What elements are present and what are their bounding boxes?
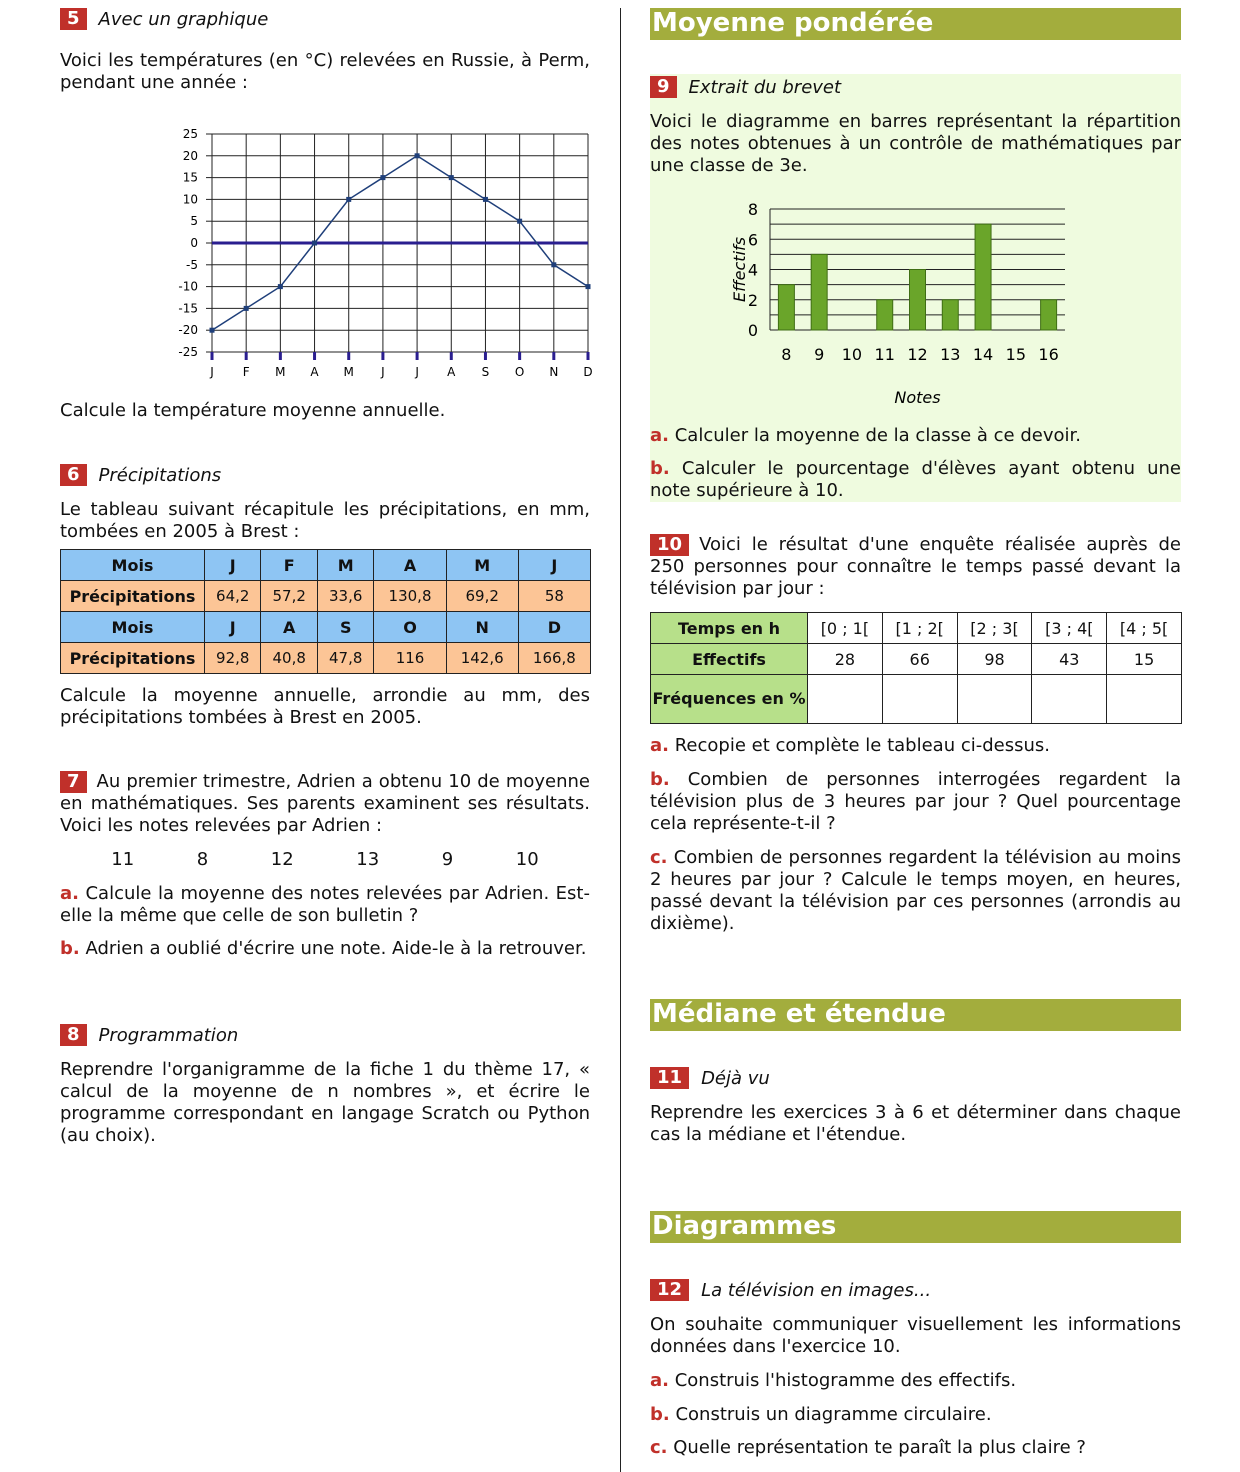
data-point xyxy=(312,241,317,246)
table-cell: D xyxy=(518,612,590,643)
x-tick-label: J xyxy=(210,365,214,379)
list-item: 10 xyxy=(515,849,539,870)
data-point xyxy=(449,175,454,180)
ex9-question-b xyxy=(650,458,1181,502)
table-cell: Mois xyxy=(61,612,205,643)
x-tick-label: 14 xyxy=(972,345,994,364)
table-cell: N xyxy=(446,612,518,643)
data-point xyxy=(517,219,522,224)
x-tick-label: 12 xyxy=(907,345,928,364)
table-cell: 142,6 xyxy=(446,643,518,674)
x-tick-label: 11 xyxy=(874,345,895,364)
ex12-question-b xyxy=(650,1404,1181,1426)
notes-bar-chart xyxy=(730,195,1110,415)
ex11-text: Reprendre les exercices 3 à 6 et déterminer dans chaque cas la médiane et l'étendue. xyxy=(650,1102,1181,1145)
ex12-question-a xyxy=(650,1370,1181,1392)
ex8-title: Programmation xyxy=(98,1024,239,1046)
ex10-question-a xyxy=(650,735,1181,757)
question-text: Calcule la moyenne des notes relevées par Adrien. Est-elle la même que celle de son bulletin ? xyxy=(60,883,590,926)
y-tick-label: -15 xyxy=(178,301,198,316)
table-cell-empty xyxy=(1107,675,1182,724)
table-cell: 66 xyxy=(882,644,957,675)
ex9-header xyxy=(650,76,841,98)
question-text: Quelle représentation te paraît la plus claire ? xyxy=(673,1437,1086,1458)
question-label: a. xyxy=(60,883,79,904)
table-cell: 116 xyxy=(374,643,446,674)
ex12-question-c xyxy=(650,1437,1181,1459)
y-axis-label: Effectifs xyxy=(730,237,749,302)
list-item: 13 xyxy=(356,849,380,870)
y-tick-label: 6 xyxy=(747,230,758,250)
table-cell: M xyxy=(446,550,518,581)
table-row xyxy=(61,581,591,612)
bar xyxy=(942,300,958,330)
table-cell: [4 ; 5[ xyxy=(1107,613,1182,644)
table-cell: 47,8 xyxy=(317,643,373,674)
ex6-number: 6 xyxy=(60,464,87,486)
table-cell: 166,8 xyxy=(518,643,590,674)
y-tick-label: 2 xyxy=(747,290,758,310)
ex12-header xyxy=(650,1279,931,1301)
y-tick-label: 5 xyxy=(190,214,198,229)
ex11-title: Déjà vu xyxy=(701,1067,770,1089)
table-row xyxy=(651,644,1182,675)
question-text: Recopie et complète le tableau ci-dessus. xyxy=(674,735,1050,756)
data-point xyxy=(483,197,488,202)
ex10-question-c xyxy=(650,847,1181,935)
question-text: Combien de personnes regardent la télévision au moins 2 heures par jour ? Calcule le temps moyen, en heures, passé devant la télévision par ces personnes (arrondis au dixième). xyxy=(650,847,1181,934)
data-point xyxy=(210,328,215,333)
y-tick-label: 10 xyxy=(182,192,198,207)
table-cell: A xyxy=(261,612,317,643)
ex8-number: 8 xyxy=(60,1024,87,1046)
table-cell: 15 xyxy=(1107,644,1182,675)
table-cell: [1 ; 2[ xyxy=(882,613,957,644)
table-cell: Précipitations xyxy=(61,581,205,612)
ex10-number: 10 xyxy=(650,534,689,556)
temperature-line-chart xyxy=(100,120,600,385)
list-item: 9 xyxy=(441,849,454,870)
table-cell: Précipitations xyxy=(61,643,205,674)
ex5-question: Calcule la température moyenne annuelle. xyxy=(60,400,446,421)
ex6-text: Le tableau suivant récapitule les précipitations, en mm, tombées en 2005 à Brest : xyxy=(60,499,590,542)
table-cell: 130,8 xyxy=(374,581,446,612)
data-point xyxy=(551,262,556,267)
y-tick-label: -10 xyxy=(178,279,198,294)
x-tick-label: D xyxy=(583,365,593,379)
table-cell: S xyxy=(317,612,373,643)
ex9-question-a xyxy=(650,425,1181,447)
ex6-question: Calcule la moyenne annuelle, arrondie au mm, des précipitations tombées à Brest en 2005. xyxy=(60,685,590,728)
x-tick-label: M xyxy=(343,365,354,379)
ex10-question-b xyxy=(650,769,1181,835)
table-cell-empty xyxy=(808,675,883,724)
list-item: 11 xyxy=(111,849,135,870)
table-row xyxy=(651,675,1182,724)
table-cell: [3 ; 4[ xyxy=(1032,613,1107,644)
question-label: a. xyxy=(650,425,669,446)
ex9-number: 9 xyxy=(650,76,677,98)
question-label: c. xyxy=(650,1437,668,1458)
table-cell: O xyxy=(374,612,446,643)
ex5-title: Avec un graphique xyxy=(98,8,269,30)
ex5-text: Voici les températures (en °C) relevées en Russie, à Perm, pendant une année : xyxy=(60,50,590,93)
question-label: b. xyxy=(650,769,670,790)
bar xyxy=(877,300,893,330)
x-tick-label: 15 xyxy=(1005,345,1027,364)
ex7-text-body: Au premier trimestre, Adrien a obtenu 10 de moyenne en mathématiques. Ses parents examinent ses résultats. Voici les notes relevées par Adrien : xyxy=(60,771,590,836)
table-cell: 98 xyxy=(957,644,1032,675)
ex7-question-b xyxy=(60,938,590,960)
x-tick-label: S xyxy=(481,365,490,379)
x-tick-label: A xyxy=(447,365,456,379)
tv-table xyxy=(650,612,1182,724)
x-tick-label: J xyxy=(415,365,419,379)
table-cell: Fréquences en % xyxy=(651,675,808,724)
table-cell: J xyxy=(205,612,261,643)
bar xyxy=(811,254,827,330)
y-tick-label: 0 xyxy=(747,321,758,340)
y-tick-label: -20 xyxy=(178,323,198,338)
ex12-number: 12 xyxy=(650,1279,689,1301)
question-label: b. xyxy=(650,458,670,479)
ex10-text-body: Voici le résultat d'une enquête réalisée auprès de 250 personnes pour connaître le temps passé devant la télévision par jour : xyxy=(650,534,1181,599)
table-cell: [0 ; 1[ xyxy=(808,613,883,644)
question-label: b. xyxy=(650,1404,670,1425)
ex12-title: La télévision en images... xyxy=(701,1279,932,1301)
data-point xyxy=(380,175,385,180)
ex8-text: Reprendre l'organigramme de la fiche 1 du thème 17, « calcul de la moyenne de n nombres », et écrire le programme correspondant en langage Scratch ou Python (au choix). xyxy=(60,1059,590,1146)
table-cell-empty xyxy=(1032,675,1107,724)
x-tick-label: O xyxy=(514,365,525,379)
data-point xyxy=(346,197,351,202)
ex7-question-a xyxy=(60,883,590,927)
table-cell-empty xyxy=(882,675,957,724)
x-tick-label: 10 xyxy=(841,345,863,364)
x-tick-label: M xyxy=(275,365,286,379)
question-label: a. xyxy=(650,735,669,756)
x-tick-label: F xyxy=(242,365,250,379)
table-cell: Temps en h xyxy=(651,613,808,644)
table-cell: 58 xyxy=(518,581,590,612)
y-tick-label: 15 xyxy=(182,170,198,185)
table-cell: J xyxy=(205,550,261,581)
ex10-text xyxy=(650,534,1181,600)
y-tick-label: -5 xyxy=(186,257,198,272)
list-item: 12 xyxy=(270,849,294,870)
bar xyxy=(778,285,794,330)
bar xyxy=(1041,300,1057,330)
question-text: Adrien a oublié d'écrire une note. Aide-le à la retrouver. xyxy=(85,938,587,959)
ex6-title: Précipitations xyxy=(98,464,222,486)
question-text: Combien de personnes interrogées regardent la télévision plus de 3 heures par jour ? Quel pourcentage cela représente-t-il ? xyxy=(650,769,1181,834)
table-cell: 92,8 xyxy=(205,643,261,674)
question-text: Calculer le pourcentage d'élèves ayant obtenu une note supérieure à 10. xyxy=(650,458,1181,501)
table-row xyxy=(61,612,591,643)
table-cell: 64,2 xyxy=(205,581,261,612)
table-cell: Effectifs xyxy=(651,644,808,675)
ex7-number: 7 xyxy=(60,771,87,793)
table-cell: 28 xyxy=(808,644,883,675)
bar xyxy=(975,224,991,330)
question-text: Calculer la moyenne de la classe à ce devoir. xyxy=(674,425,1081,446)
table-cell: A xyxy=(374,550,446,581)
ex7-text xyxy=(60,771,590,837)
section-title-mediane: Médiane et étendue xyxy=(650,999,1181,1031)
question-label: a. xyxy=(650,1370,669,1391)
question-label: c. xyxy=(650,847,668,868)
ex6-header xyxy=(60,464,221,486)
bar xyxy=(910,270,926,331)
table-cell: 33,6 xyxy=(317,581,373,612)
question-label: b. xyxy=(60,938,80,959)
table-cell: J xyxy=(518,550,590,581)
ex11-header xyxy=(650,1067,770,1089)
precipitation-table xyxy=(60,549,591,674)
column-divider xyxy=(620,8,621,1472)
x-tick-label: 8 xyxy=(781,345,792,364)
list-item: 8 xyxy=(196,849,209,870)
table-cell-empty xyxy=(957,675,1032,724)
ex5-header xyxy=(60,8,268,30)
data-point xyxy=(586,284,591,289)
x-tick-label: 16 xyxy=(1038,345,1059,364)
section-title-moyenne-ponderee: Moyenne pondérée xyxy=(650,8,1181,40)
y-tick-label: 4 xyxy=(747,260,758,280)
data-point xyxy=(278,284,283,289)
y-tick-label: 0 xyxy=(190,236,198,250)
x-tick-label: A xyxy=(310,365,319,379)
ex8-header xyxy=(60,1024,238,1046)
question-text: Construis l'histogramme des effectifs. xyxy=(674,1370,1017,1391)
x-tick-label: J xyxy=(381,365,385,379)
x-tick-label: N xyxy=(549,365,559,379)
ex5-number: 5 xyxy=(60,8,87,30)
table-cell: [2 ; 3[ xyxy=(957,613,1032,644)
x-tick-label: 9 xyxy=(814,345,825,364)
data-point xyxy=(415,153,420,158)
y-tick-label: 25 xyxy=(182,127,198,141)
table-cell: 43 xyxy=(1032,644,1107,675)
table-cell: 40,8 xyxy=(261,643,317,674)
table-cell: Mois xyxy=(61,550,205,581)
x-axis-label: Notes xyxy=(894,388,941,407)
table-row xyxy=(61,550,591,581)
ex9-text: Voici le diagramme en barres représentant la répartition des notes obtenues à un contrôle de mathématiques par une classe de 3e. xyxy=(650,111,1181,176)
ex7-notes-list xyxy=(60,849,590,870)
y-tick-label: 8 xyxy=(747,200,758,219)
ex9-title: Extrait du brevet xyxy=(688,76,842,98)
y-tick-label: -25 xyxy=(178,345,198,359)
y-tick-label: 20 xyxy=(182,148,198,163)
section-title-diagrammes: Diagrammes xyxy=(650,1211,1181,1243)
table-cell: 69,2 xyxy=(446,581,518,612)
data-point xyxy=(244,306,249,311)
table-cell: M xyxy=(317,550,373,581)
ex12-text: On souhaite communiquer visuellement les informations données dans l'exercice 10. xyxy=(650,1314,1181,1357)
question-text: Construis un diagramme circulaire. xyxy=(675,1404,992,1425)
table-cell: 57,2 xyxy=(261,581,317,612)
ex11-number: 11 xyxy=(650,1067,689,1089)
table-row xyxy=(61,643,591,674)
table-row xyxy=(651,613,1182,644)
table-cell: F xyxy=(261,550,317,581)
x-tick-label: 13 xyxy=(940,345,961,364)
